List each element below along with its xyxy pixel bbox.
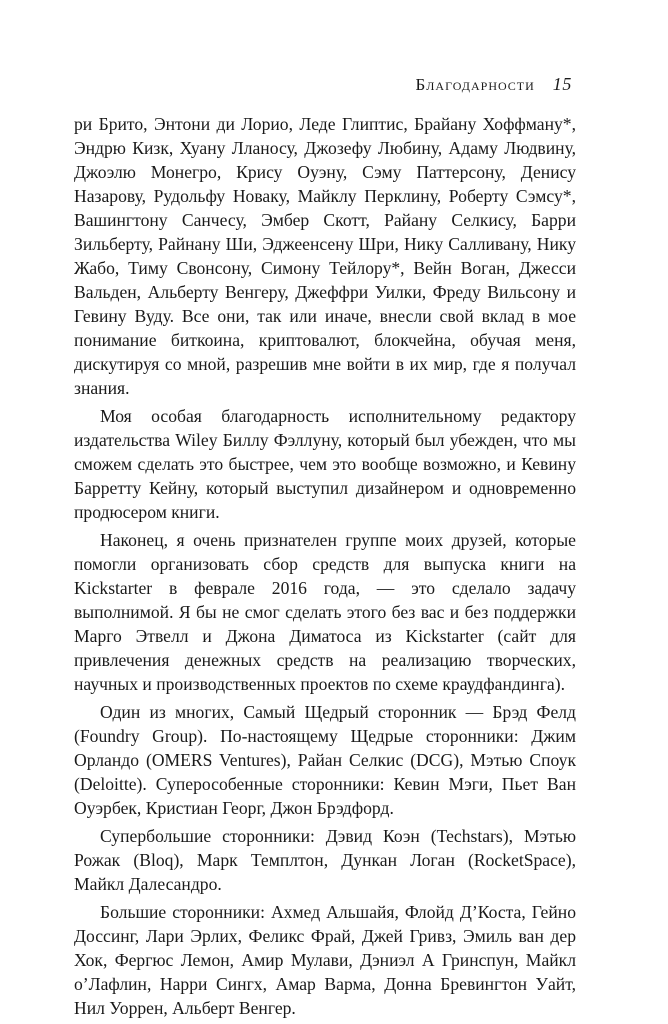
page-number: 15 [552,74,572,94]
body-text [74,112,576,1024]
chapter-title: Благодарности [415,75,535,94]
paragraph-5: Супербольшие сторонники: Дэвид Коэн (Techstars), Мэтью Рожак (Bloq), Марк Темплтон, Дункан Логан (RocketSpace), Майкл Далесандро. [74,826,576,894]
paragraph-1: ри Брито, Энтони ди Лорио, Леде Глиптис, Брайану Хоффману*, Эндрю Кизк, Хуану Лланосу, Джозефу Любину, Адаму Людвину, Джоэлю Монегро, Крису Оуэну, Сэму Паттерсону, Денису Назарову, Рудольфу Новаку, Майклу Перклину, Роберту Сэмсу*, Вашингтону Санчесу, Эмбер Скотт, Райану Селкису, Барри Зильберту, Райнану Ши, Эджеенсену Шри, Нику Салливану, Нику Жабо, Тиму Свонсону, Симону Тейлору*, Вейн Воган, Джесси Вальден, Альберту Венгеру, Джеффри Уилки, Фреду Вильсону и Гевину Вуду. Все они, так или иначе, внесли свой вклад в мое понимание биткоина, криптовалют, блокчейна, обучая меня, дискутируя со мной, разрешив мне войти в их мир, где я получал знания. [74,114,576,398]
paragraph-2: Моя особая благодарность исполнительному редактору издательства Wiley Биллу Фэллуну, который был убежден, что мы сможем сделать это быстрее, чем это вообще возможно, и Кевину Барретту Кейну, который выступил дизайнером и одновременно продюсером книги. [74,406,576,522]
paragraph-6: Большие сторонники: Ахмед Альшайя, Флойд Д’Коста, Гейно Доссинг, Лари Эрлих, Феликс Фрай, Джей Гривз, Эмиль ван дер Хок, Фергюс Лемон, Амир Мулави, Дэниэл А Гринспун, Майкл о’Лафлин, Нарри Сингх, Амар Варма, Донна Бревингтон Уайт, Нил Уоррен, Альберт Венгер. [74,902,576,1018]
paragraph-3: Наконец, я очень признателен группе моих друзей, которые помогли организовать сбор средств для выпуска книги на Kickstarter в феврале 2016 года, — это сделало задачу выполнимой. Я бы не смог сделать этого без вас и без поддержки Марго Этвелл и Джона Диматоса из Kickstarter (сайт для привлечения денежных средств на реализацию творческих, научных и производственных проектов по схеме краудфандинга). [74,530,576,694]
paragraph-4: Один из многих, Самый Щедрый сторонник — Брэд Фелд (Foundry Group). По-настоящему Щедрые сторонники: Джим Орландо (OMERS Ventures), Райан Селкис (DCG), Мэтью Споук (Deloitte). Суперособенные сторонники: Кевин Мэги, Пьет Ван Оуэрбек, Кристиан Георг, Джон Брэдфорд. [74,702,576,818]
running-header [416,74,572,95]
